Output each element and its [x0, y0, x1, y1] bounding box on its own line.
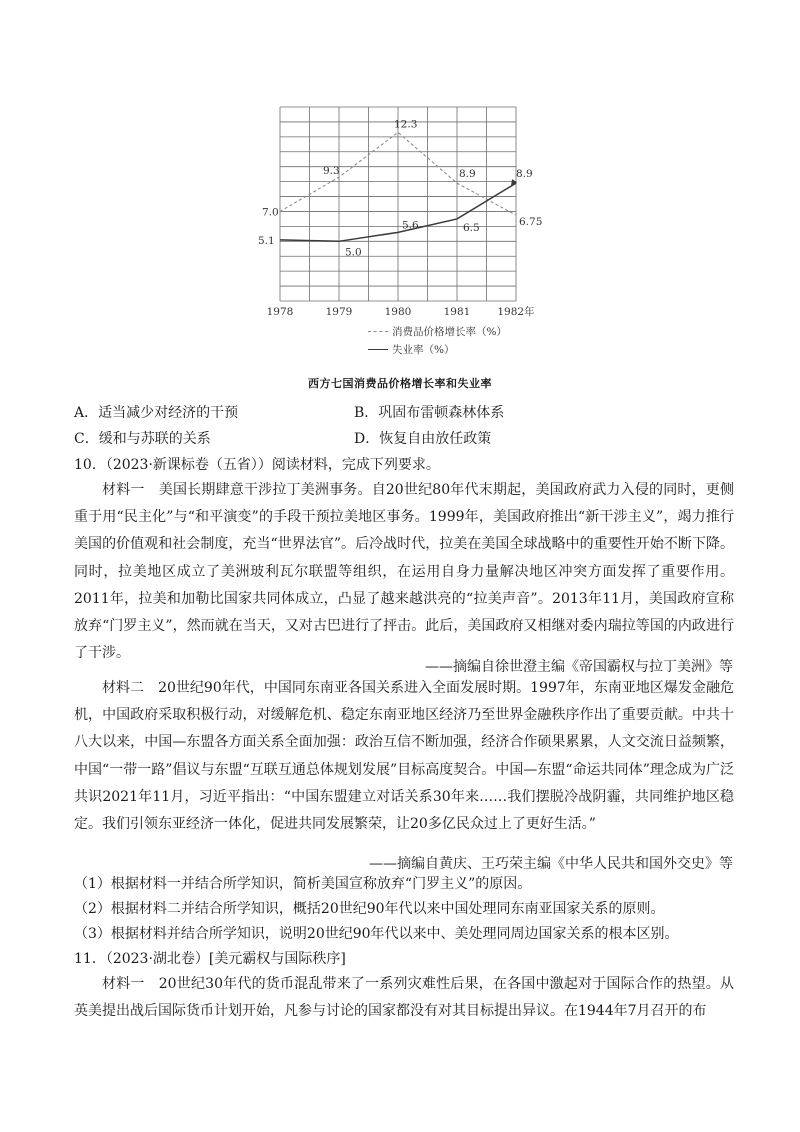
legend-solid-label: 失业率（%）	[392, 344, 455, 356]
legend-solid	[368, 342, 454, 357]
price-growth-data-label: 9.3	[323, 165, 340, 178]
price-growth-data-label: 6.75	[519, 216, 543, 229]
q10-material-1: 材料一 美国长期肆意干涉拉丁美洲事务。自20世纪80年代末期起，美国政府武力入侵的同时，更侧重于用“民主化”与“和平演变”的手段干预拉美地区事务。1999年，美国政府推出“新干涉主义”，竭力推行美国的价值观和社会制度，充当“世界法官”。后冷战时代，拉美在美国全球战略中的重要性开始不断下降。同时，拉美地区成立了美洲玻利瓦尔联盟等组织，在运用自身力量解决地区冲突方面发挥了重要作用。2011年，拉美和加勒比国家共同体成立，凸显了越来越洪亮的“拉美声音”。2013年11月，美国政府宣称放弃“门罗主义”，然而就在当天，又对古巴进行了抨击。此后，美国政府又相继对委内瑞拉等国的内政进行了干涉。	[74, 482, 734, 662]
option-c[interactable]: C．缓和与苏联的关系	[74, 431, 211, 447]
legend-dashed	[368, 324, 507, 339]
unemployment-data-label: 6.5	[463, 221, 480, 234]
price-growth-data-label: 7.0	[262, 206, 279, 219]
price-growth-data-label: 8.9	[459, 168, 476, 181]
q10-material-1-source: ——摘编自徐世澄主编《帝国霸权与拉丁美洲》等	[425, 659, 733, 675]
q10-material-2-source: ——摘编自黄庆、王巧荣主编《中华人民共和国外交史》等	[369, 856, 733, 872]
legend-dashed-label: 消费品价格增长率（%）	[392, 326, 507, 338]
unemployment-data-label: 8.9	[516, 168, 533, 181]
q10-sub-3: （3）根据材料并结合所学知识，说明20世纪90年代以来中、美处理同周边国家关系的根本区别。	[74, 926, 679, 942]
price-growth-data-label: 12.3	[394, 118, 418, 131]
option-d[interactable]: D．恢复自由放任政策	[354, 431, 492, 447]
option-b[interactable]: B．巩固布雷顿森林体系	[354, 405, 505, 421]
q11-header: 11．（2023·湖北卷）[美元霸权与国际秩序]	[74, 951, 346, 967]
unemployment-data-label: 5.0	[345, 246, 362, 259]
x-tick-label: 1981	[443, 306, 471, 318]
q10-material-2: 材料二 20世纪90年代，中国同东南亚各国关系进入全面发展时期。1997年，东南亚地区爆发金融危机，中国政府采取积极行动，对缓解危机、稳定东南亚地区经济乃至世界金融秩序作出了重要贡献。中共十八大以来，中国—东盟各方面关系全面加强：政治互信不断加强，经济合作硕果累累，人文交流日益频繁，中国“一带一路”倡议与东盟“互联互通总体规划发展”目标高度契合。中国—东盟“命运共同体”理念成为广泛共识2021年11月，习近平指出：“中国东盟建立对话关系30年来……我们摆脱冷战阴霾，共同维护地区稳定。我们引领东亚经济一体化，促进共同发展繁荣，让20多亿民众过上了更好生活。”	[74, 680, 734, 833]
q10-sub-1: （1）根据材料一并结合所学知识，简析美国宣称放弃“门罗主义”的原因。	[74, 876, 532, 892]
x-tick-label: 1979	[325, 306, 353, 318]
unemployment-data-label: 5.1	[258, 234, 275, 247]
x-tick-label: 1980	[384, 306, 412, 318]
q10-header: 10．（2023·新课标卷（五省））阅读材料，完成下列要求。	[74, 457, 440, 473]
unemployment-data-label: 5.6	[402, 219, 419, 232]
q10-sub-2: （2）根据材料二并结合所学知识，概括20世纪90年代以来中国处理同东南亚国家关系的原则。	[74, 901, 665, 917]
q11-material-1: 材料一 20世纪30年代的货币混乱带来了一系列灾难性后果，在各国中激起对于国际合作的热望。从英美提出战后国际货币计划开始，凡参与讨论的国家都没有对其目标提出异议。在1944年7月召开的布	[74, 976, 734, 1020]
legend-solid-swatch	[368, 349, 388, 350]
x-tick-label: 1978	[266, 306, 294, 318]
x-tick-label: 1982年	[497, 306, 535, 318]
chart-caption: 西方七国消费品价格增长率和失业率	[308, 377, 492, 390]
option-a[interactable]: A．适当减少对经济的干预	[74, 405, 239, 421]
chart-figure	[250, 96, 550, 396]
legend-dashed-swatch	[368, 331, 388, 332]
